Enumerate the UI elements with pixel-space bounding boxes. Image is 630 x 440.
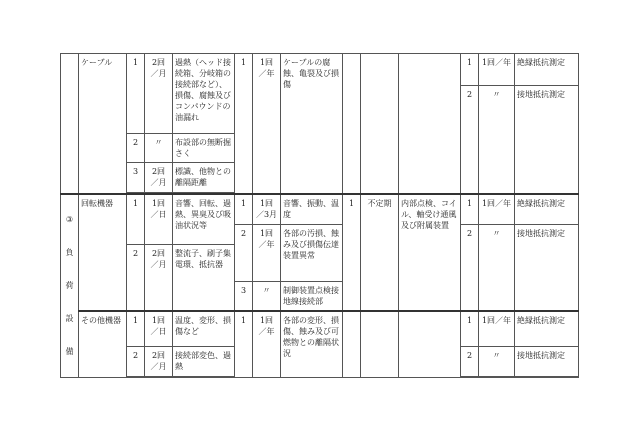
daily-no: 1 — [127, 194, 145, 245]
periodic-item: 音響、振動、温度 — [281, 194, 343, 224]
daily-item: 音響、回転、過熱、異臭及び吸油状況等 — [173, 194, 235, 245]
table-row — [61, 311, 579, 347]
daily-no: 3 — [127, 163, 145, 193]
daily-no: 2 — [127, 245, 145, 311]
measure-item: 接地抵抗測定 — [515, 86, 579, 195]
daily-item: 標識、他物との離隔距離 — [173, 163, 235, 193]
measure-item: 絶縁抵抗測定 — [515, 54, 579, 86]
measure-no: 1 — [461, 311, 479, 347]
detail-freq — [361, 311, 399, 378]
periodic-item: 各部の汚損、蝕み及び損傷伝達装置異常 — [281, 224, 343, 281]
detail-no: 1 — [343, 194, 361, 311]
measure-item: 絶縁抵抗測定 — [515, 311, 579, 347]
daily-freq: 2回 ／月 — [145, 245, 173, 311]
measure-freq: 〃 — [479, 224, 515, 311]
equipment-name: ケーブル — [79, 54, 127, 195]
periodic-no: 1 — [235, 311, 253, 378]
measure-freq: 〃 — [479, 86, 515, 195]
periodic-item: 各部の変形、損傷、蝕み及び可燃物との離隔状況 — [281, 311, 343, 378]
measure-freq: 1回／年 — [479, 54, 515, 86]
measure-no: 2 — [461, 347, 479, 377]
daily-item: 整流子、刷子集電環、抵抗器 — [173, 245, 235, 311]
daily-freq: 〃 — [145, 134, 173, 163]
section-char: 負 — [65, 248, 74, 257]
measure-freq: 〃 — [479, 347, 515, 377]
measure-freq: 1回／年 — [479, 311, 515, 347]
daily-no: 2 — [127, 134, 145, 163]
detail-item — [399, 54, 461, 195]
section-char: 設 — [65, 314, 74, 323]
table-row — [61, 54, 579, 86]
section-char: 備 — [65, 347, 74, 356]
daily-no: 1 — [127, 311, 145, 347]
detail-item: 内部点検、コイル、軸受け通風及び附属装置 — [399, 194, 461, 311]
detail-no — [343, 311, 361, 378]
section-char: ③ — [65, 215, 74, 224]
table-row — [61, 194, 579, 224]
daily-item: 接続部変色、過熱 — [173, 347, 235, 377]
inspection-table — [60, 53, 579, 378]
equipment-name: その他機器 — [79, 311, 127, 378]
measure-no: 2 — [461, 224, 479, 311]
measure-freq: 1回／年 — [479, 194, 515, 224]
measure-no: 1 — [461, 194, 479, 224]
detail-freq: 不定期 — [361, 194, 399, 311]
detail-no — [343, 54, 361, 195]
measure-no: 1 — [461, 54, 479, 86]
periodic-freq: 1回 ／年 — [253, 224, 281, 281]
periodic-item: 制御装置点検接地線接続部 — [281, 281, 343, 311]
detail-item — [399, 311, 461, 378]
daily-freq: 2回 ／月 — [145, 54, 173, 134]
section-label — [61, 194, 79, 378]
section-char: 荷 — [65, 281, 74, 290]
periodic-freq: 1回 ／3月 — [253, 194, 281, 224]
periodic-freq: 1回 ／年 — [253, 311, 281, 378]
daily-item: 温度、変形、損傷など — [173, 311, 235, 347]
equipment-name: 回転機器 — [79, 194, 127, 311]
periodic-no: 1 — [235, 54, 253, 195]
section-cell — [61, 54, 79, 195]
periodic-freq: 〃 — [253, 281, 281, 311]
periodic-no: 3 — [235, 281, 253, 311]
periodic-no: 2 — [235, 224, 253, 281]
daily-item: 過熱（ヘッド接続箱、分岐箱の接続部など）、損傷、腐蝕及びコンパウンドの油漏れ — [173, 54, 235, 134]
measure-item: 接地抵抗測定 — [515, 224, 579, 311]
daily-item: 布設部の無断掘さく — [173, 134, 235, 163]
measure-item: 接地抵抗測定 — [515, 347, 579, 377]
periodic-item: ケーブルの腐蝕、亀裂及び損傷 — [281, 54, 343, 195]
periodic-freq: 1回 ／年 — [253, 54, 281, 195]
measure-no: 2 — [461, 86, 479, 195]
detail-freq — [361, 54, 399, 195]
daily-no: 1 — [127, 54, 145, 134]
daily-freq: 2回 ／月 — [145, 347, 173, 377]
measure-item: 絶縁抵抗測定 — [515, 194, 579, 224]
daily-freq: 1回 ／日 — [145, 311, 173, 347]
daily-freq: 2回 ／月 — [145, 163, 173, 193]
daily-freq: 1回 ／日 — [145, 194, 173, 245]
daily-no: 2 — [127, 347, 145, 377]
periodic-no: 1 — [235, 194, 253, 224]
